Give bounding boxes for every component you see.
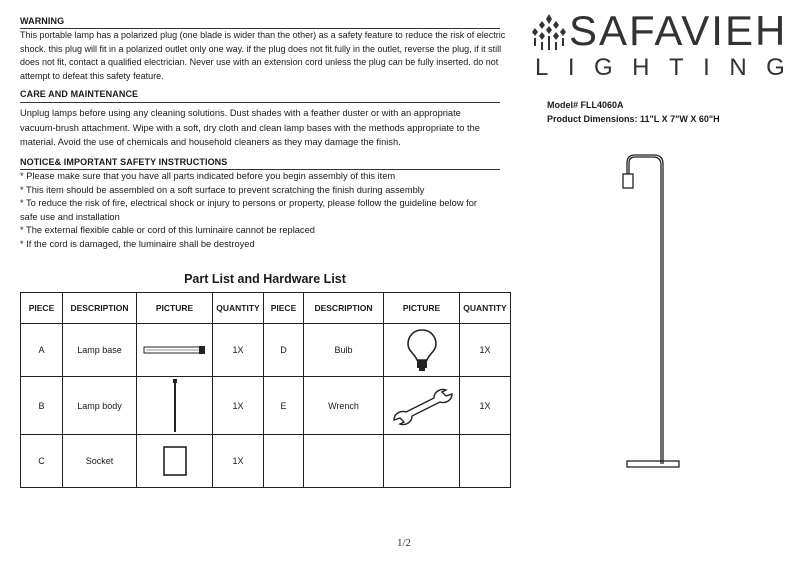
warning-line: attempt to defeat this safety feature. bbox=[20, 70, 164, 81]
header-description: DESCRIPTION bbox=[63, 293, 137, 324]
quantity-cell: 1X bbox=[213, 435, 264, 488]
header-picture: PICTURE bbox=[137, 293, 213, 324]
notice-line: * Please make sure that you have all parts indicated before you begin assembly of this item bbox=[20, 171, 396, 181]
description-cell: Lamp base bbox=[63, 324, 137, 377]
lamp-base-icon bbox=[143, 344, 207, 356]
warning-line: shock. this plug will fit in a polarized outlet only one way. if the plug does not fit fully in the outlet, reverse the plug, if it still bbox=[20, 43, 502, 54]
description-cell: Socket bbox=[63, 435, 137, 488]
picture-cell bbox=[137, 377, 213, 435]
piece-cell: D bbox=[264, 324, 304, 377]
table-row bbox=[21, 435, 511, 488]
floor-lamp-illustration bbox=[610, 148, 690, 473]
table-row bbox=[21, 377, 511, 435]
header-piece: PIECE bbox=[264, 293, 304, 324]
care-title: CARE AND MAINTENANCE bbox=[20, 89, 139, 99]
chandelier-logo-icon bbox=[531, 12, 567, 52]
notice-text bbox=[20, 170, 477, 252]
quantity-cell bbox=[460, 435, 511, 488]
table-header-row bbox=[21, 293, 511, 324]
product-dimensions: Product Dimensions: 11"L X 7"W X 60"H bbox=[547, 113, 720, 124]
piece-cell: A bbox=[21, 324, 63, 377]
picture-cell bbox=[384, 377, 460, 435]
socket-icon bbox=[162, 445, 188, 477]
page-number: 1/2 bbox=[396, 537, 412, 549]
brand-name: SAFAVIEH bbox=[569, 7, 788, 54]
care-line: Unplug lamps before using any cleaning solutions. Dust shades with a feather duster or with an appropriate bbox=[20, 108, 461, 118]
header-quantity: QUANTITY bbox=[460, 293, 511, 324]
notice-line: * If the cord is damaged, the luminaire shall be destroyed bbox=[20, 238, 255, 249]
piece-cell bbox=[264, 435, 304, 488]
notice-title: NOTICE& IMPORTANT SAFETY INSTRUCTIONS bbox=[20, 157, 228, 167]
care-line: vacuum-brush attachment. Wipe with a soft, dry cloth and clean lamp bases with the methods appropriate to the bbox=[20, 122, 480, 133]
picture-cell bbox=[137, 324, 213, 377]
picture-cell bbox=[384, 324, 460, 377]
lamp-body-icon bbox=[170, 378, 180, 434]
care-line: material. Avoid the use of chemicals and household cleaners as they may damage the finish. bbox=[20, 137, 401, 147]
parts-title: Part List and Hardware List bbox=[184, 272, 346, 286]
quantity-cell: 1X bbox=[213, 324, 264, 377]
description-cell: Bulb bbox=[304, 324, 384, 377]
notice-line: * To reduce the risk of fire, electrical shock or injury to persons or property, please follow the guideline below for bbox=[20, 198, 477, 209]
piece-cell: B bbox=[21, 377, 63, 435]
quantity-cell: 1X bbox=[460, 324, 511, 377]
parts-table bbox=[20, 292, 511, 488]
header-description: DESCRIPTION bbox=[304, 293, 384, 324]
notice-line: safe use and installation bbox=[20, 211, 120, 222]
header-quantity: QUANTITY bbox=[213, 293, 264, 324]
description-cell bbox=[304, 435, 384, 488]
bulb-icon bbox=[405, 328, 439, 372]
notice-line: * This item should be assembled on a soft surface to prevent scratching the finish during assembly bbox=[20, 184, 425, 195]
header-piece: PIECE bbox=[21, 293, 63, 324]
quantity-cell: 1X bbox=[213, 377, 264, 435]
warning-text bbox=[20, 29, 505, 83]
piece-cell: C bbox=[21, 435, 63, 488]
care-rule bbox=[20, 102, 500, 103]
header-picture: PICTURE bbox=[384, 293, 460, 324]
model-number: Model# FLL4060A bbox=[547, 100, 624, 110]
picture-cell bbox=[137, 435, 213, 488]
brand-logo bbox=[531, 7, 805, 82]
picture-cell bbox=[384, 435, 460, 488]
notice-line: * The external flexible cable or cord of this luminaire cannot be replaced bbox=[20, 225, 315, 236]
warning-title: WARNING bbox=[20, 16, 65, 26]
piece-cell: E bbox=[264, 377, 304, 435]
brand-sub: LIGHTING bbox=[535, 54, 805, 81]
warning-line: This portable lamp has a polarized plug (one blade is wider than the other) as a safety feature to reduce the risk of electric bbox=[20, 30, 506, 40]
description-cell: Wrench bbox=[304, 377, 384, 435]
product-info bbox=[547, 99, 720, 126]
description-cell: Lamp body bbox=[63, 377, 137, 435]
quantity-cell: 1X bbox=[460, 377, 511, 435]
table-row bbox=[21, 324, 511, 377]
warning-line: does not fit, contact a qualified electrician. Never use with an extension cord unless the plug can be fully inserted. do not bbox=[20, 57, 499, 67]
wrench-icon bbox=[386, 386, 458, 426]
care-text bbox=[20, 106, 480, 150]
